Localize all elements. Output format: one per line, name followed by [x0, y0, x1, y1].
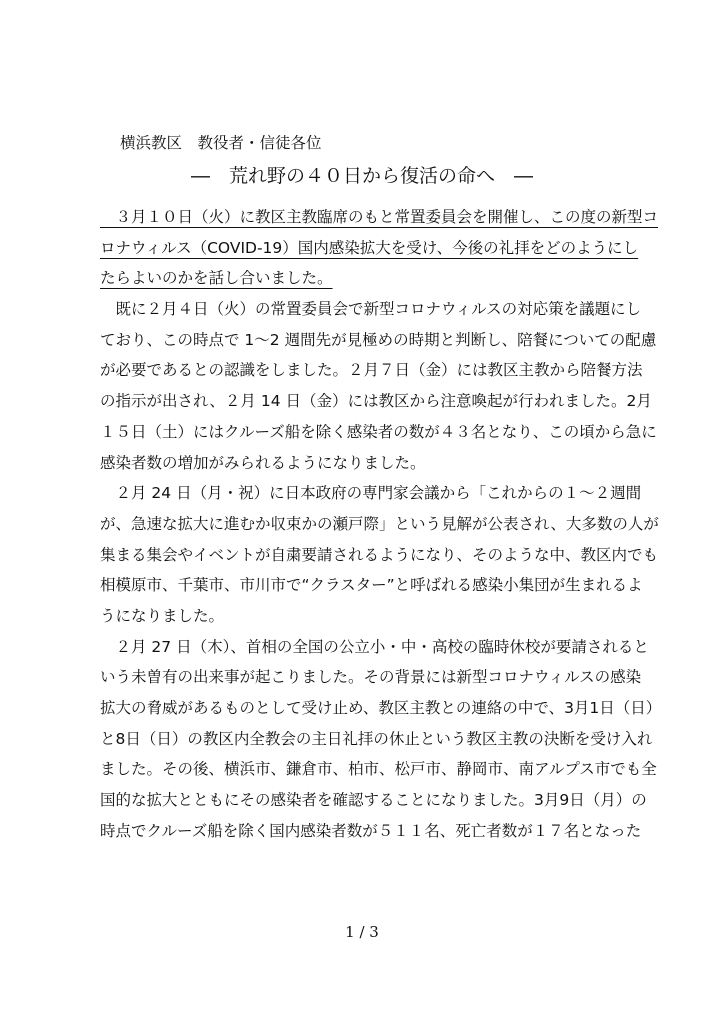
text-line: １５日（土）にはクルーズ船を除く感染者の数が４３名となり、この頃から急に: [100, 422, 657, 441]
text-line: ２月 24 日（月・祝）に日本政府の専門家会議から「これからの１～２週間: [100, 484, 642, 503]
text-line: が、急速な拡大に進むか収束かの瀬戸際」という見解が公表され、大多数の人が: [100, 514, 659, 533]
text-line: ロナウィルス（COVID-19）国内感染拡大を受け、今後の礼拝をどのようにし: [100, 238, 639, 257]
text-line: ２月 27 日（木）、首相の全国の公立小・中・高校の臨時休校が要請されると: [100, 637, 649, 656]
document-body: [100, 202, 662, 846]
paragraph-1: [100, 202, 659, 294]
text-line: たらよいのかを話し合いました。: [100, 269, 333, 288]
text-line: ３月１０日（火）に教区主教臨席のもと常置委員会を開催し、この度の新型コ: [100, 208, 659, 226]
text-line: 国的な拡大とともにその感染者を確認することになりました。3月9日（月）の: [100, 791, 647, 810]
text-line: 時点でクルーズ船を除く国内感染者数が５１１名、死亡者数が１７名となった: [100, 821, 642, 840]
addressee-line: 横浜教区 教役者・信徒各位: [120, 134, 322, 152]
text-line: うになりました。: [100, 606, 225, 625]
text-line: いう未曽有の出来事が起こりました。その背景には新型コロナウィルスの感染: [100, 668, 642, 687]
text-line: 既に２月４日（火）の常置委員会で新型コロナウィルスの対応策を議題にし: [100, 300, 642, 319]
text-line: 集まる集会やイベントが自粛要請されるようになり、そのような中、教区内でも: [100, 545, 659, 564]
text-line: ました。その後、横浜市、鎌倉市、柏市、松戸市、静岡市、南アルプス市でも全: [100, 760, 657, 779]
text-line: と8日（日）の教区内全教会の主日礼拝の休止という教区主教の決断を受け入れ: [100, 729, 653, 748]
text-line: の指示が出され、２月 14 日（金）には教区から注意喚起が行われました。2月: [100, 392, 652, 411]
text-line: ており、この時点で 1～2 週間先が見極めの時期と判断し、陪餐についての配慮: [100, 330, 657, 349]
paragraph-2: [100, 294, 657, 478]
paragraph-3: [100, 478, 659, 631]
text-line: 拡大の脅威があるものとして受け止め、教区主教との連絡の中で、3月1日（日）: [100, 699, 662, 717]
text-line: が必要であるとの認識をしました。２月７日（金）には教区主教から陪餐方法: [100, 361, 643, 380]
document-title: ― 荒れ野の４０日から復活の命へ ―: [190, 165, 533, 187]
text-line: 感染者数の増加がみられるようになりました。: [100, 453, 426, 472]
page-number: 1 / 3: [345, 923, 379, 941]
text-line: 相模原市、千葉市、市川市で“クラスター”と呼ばれる感染小集団が生まれるよ: [100, 576, 643, 595]
paragraph-4: [100, 632, 662, 847]
